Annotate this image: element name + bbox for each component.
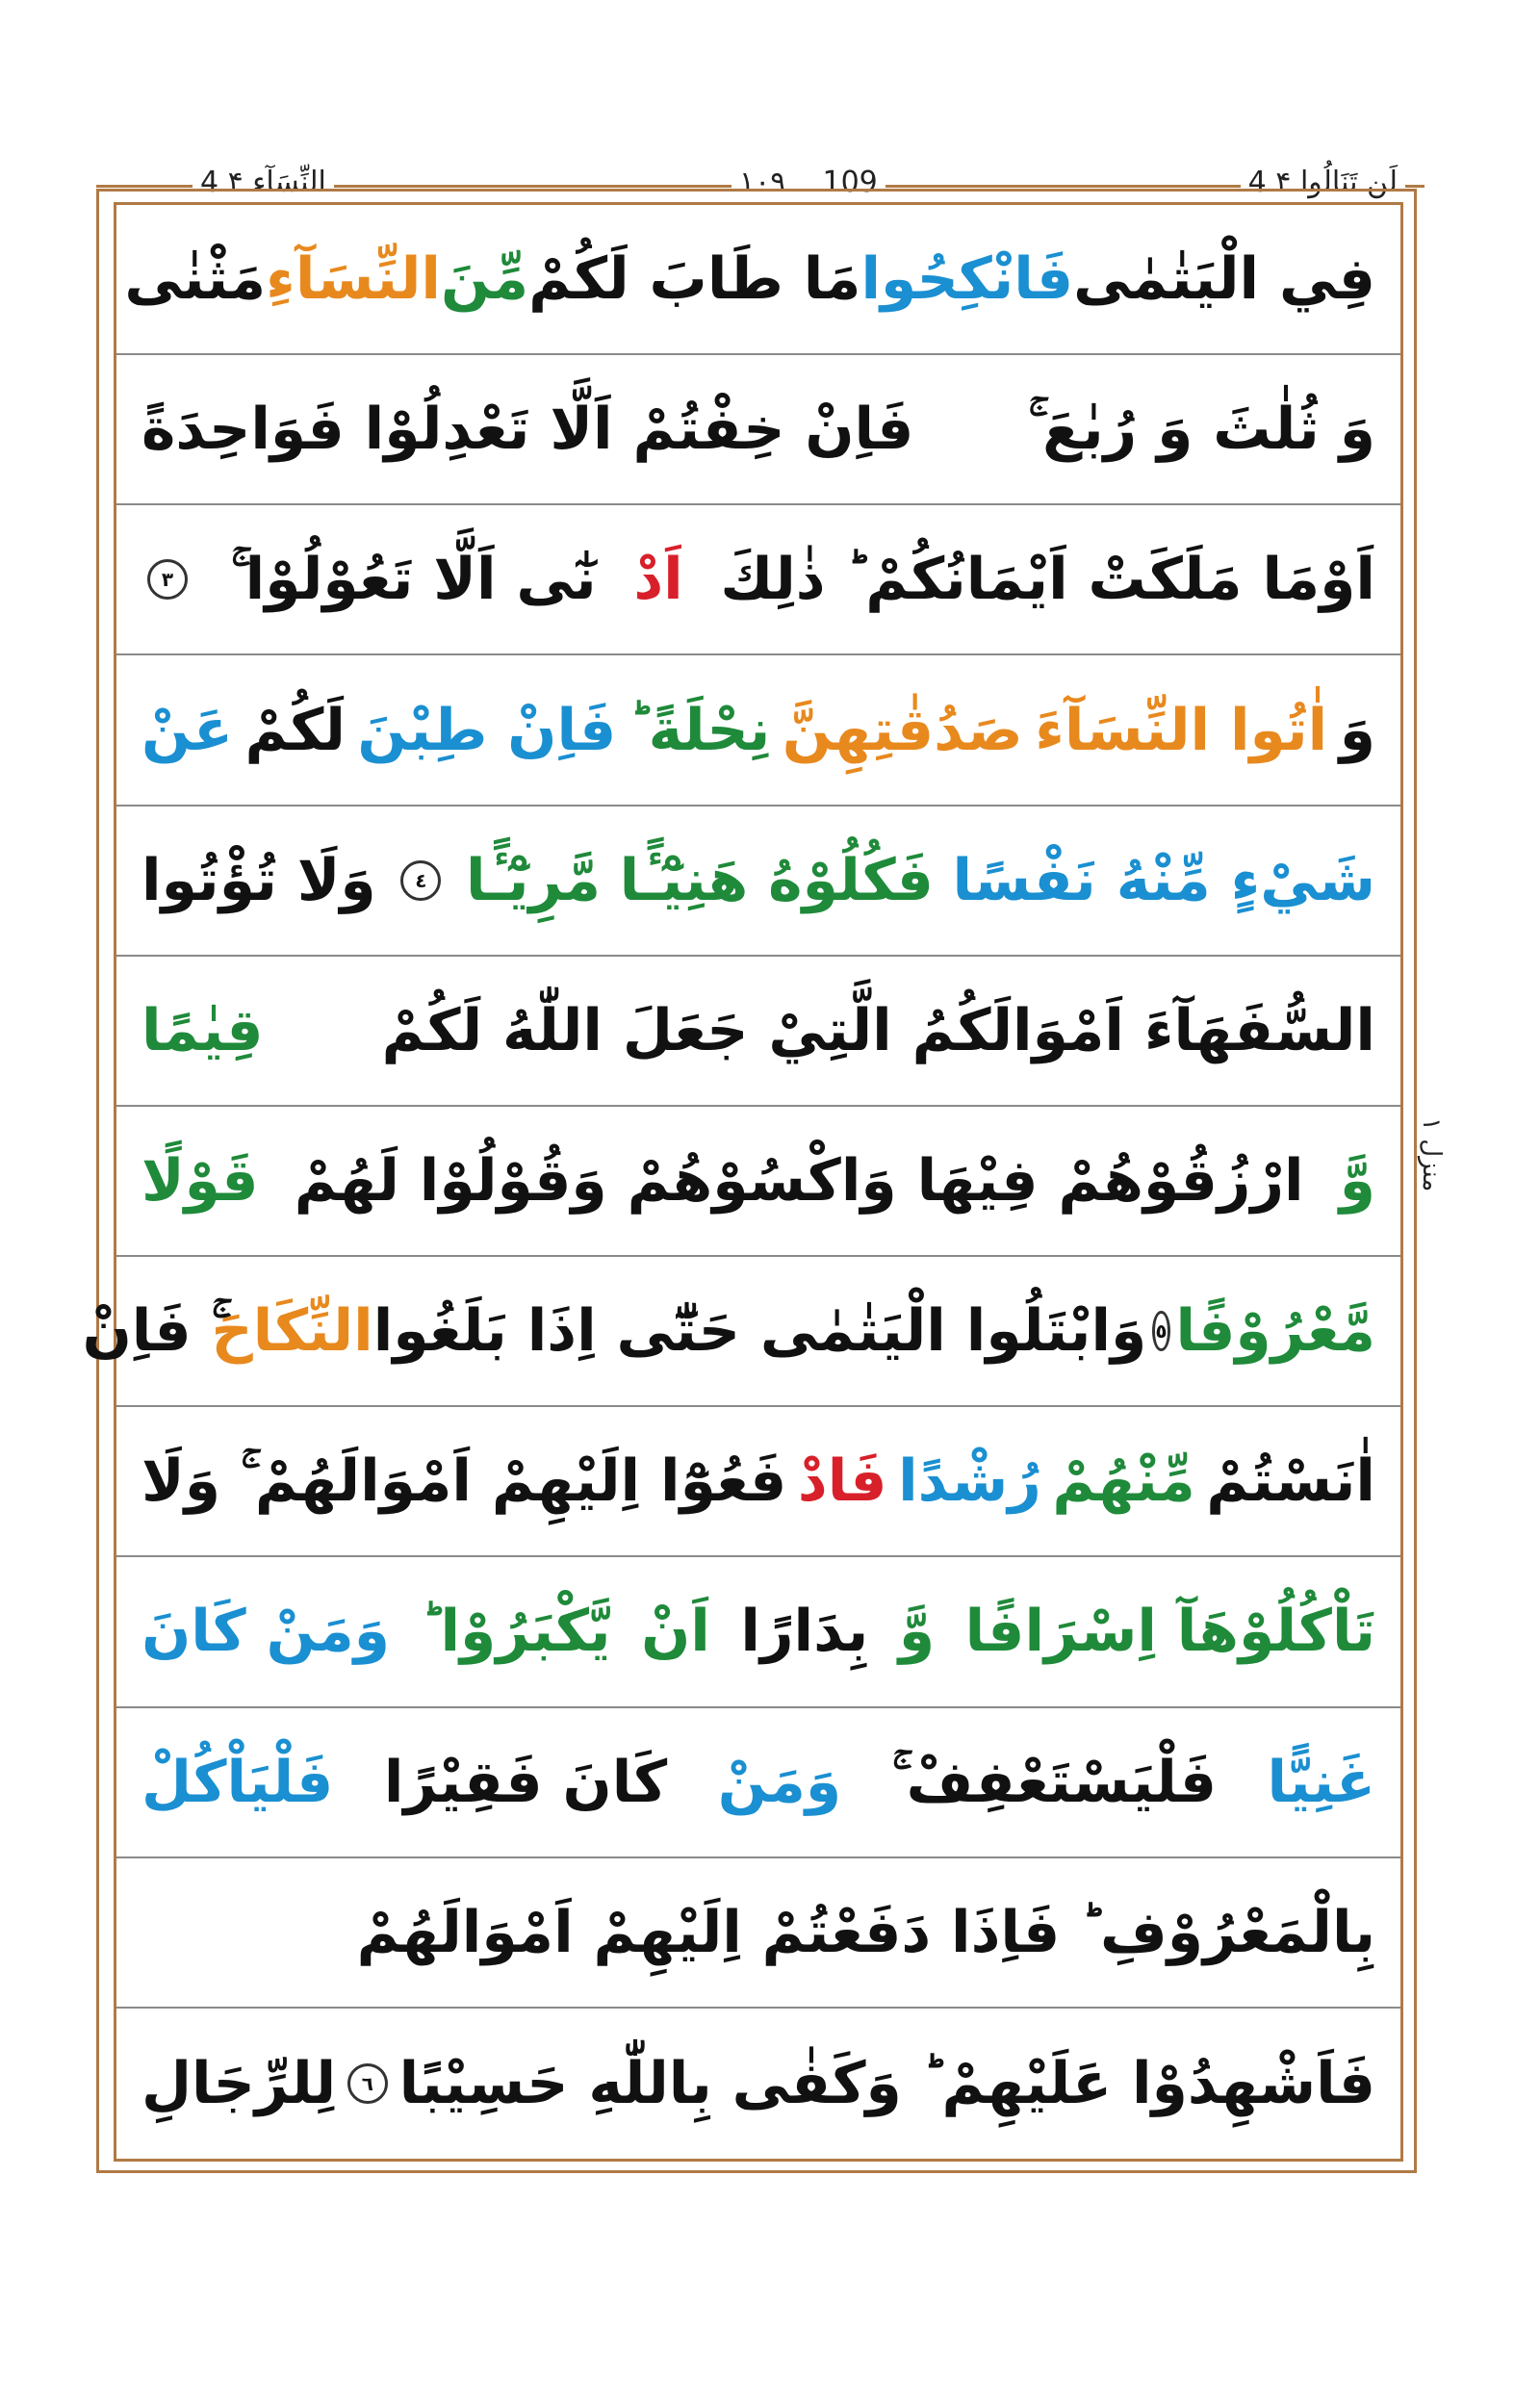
- text-segment: وَابْتَلُوا الْيَتٰمٰى حَتّٰٓى اِذَا بَلَغُوا: [372, 1297, 1147, 1366]
- text-segment: نِحْلَةً ؕ: [628, 696, 771, 764]
- text-segment: شَيْءٍ مِّنْهُ نَفْسًا: [952, 846, 1375, 914]
- text-line: [116, 2009, 1400, 2159]
- text-segment: وَ: [1339, 696, 1375, 764]
- text-segment: نٰٓى اَلَّا تَعُوْلُوْا ۚ: [230, 546, 597, 614]
- text-line: [116, 957, 1400, 1107]
- text-segment: وَّ: [1339, 1146, 1375, 1215]
- text-segment: قَوْلًا: [141, 1146, 259, 1215]
- juz-name: لَن تَنَالُوا ۴: [1275, 166, 1398, 199]
- manzil-marker: منزل ١: [1417, 1117, 1446, 1192]
- text-line: [116, 1858, 1400, 2009]
- text-line: [116, 1407, 1400, 1557]
- text-segment: فَانْكِحُوا: [860, 245, 1074, 314]
- text-segment: فَعُوْٓا اِلَيْهِمْ اَمْوَالَهُمْ ۚ وَلَا: [141, 1447, 787, 1516]
- text-segment: عَنْ: [141, 696, 233, 764]
- text-line: [116, 1557, 1400, 1707]
- text-segment: ارْزُقُوْهُمْ فِيْهَا وَاكْسُوْهُمْ وَقُوْلُوْا لَهُمْ: [294, 1146, 1304, 1215]
- ayah-number-marker: ٣: [147, 559, 188, 600]
- text-line: [116, 806, 1400, 957]
- surah-number: 4: [200, 166, 219, 199]
- text-segment: مَثْنٰى: [124, 245, 267, 314]
- text-segment: مَّرِيْٓـًٔا: [465, 846, 602, 914]
- text-segment: بِالْمَعْرُوْفِ ؕ فَاِذَا دَفَعْتُمْ اِلَيْهِمْ اَمْوَالَهُمْ: [356, 1898, 1375, 1966]
- text-segment: فَلْيَاْكُلْ: [141, 1748, 334, 1816]
- text-segment: اٰتُوا النِّسَآءَ: [1035, 696, 1328, 764]
- text-segment: اَدْ: [633, 546, 683, 614]
- text-line: [116, 355, 1400, 505]
- text-segment: يَّكْبَرُوْا ؕ: [420, 1598, 611, 1666]
- text-segment: وَمَنْ: [717, 1748, 842, 1816]
- text-line: [116, 655, 1400, 806]
- text-segment: لَكُمْ: [244, 696, 346, 764]
- page-number: 109: [822, 166, 878, 199]
- text-segment: وَلَا تُؤْتُوا: [141, 846, 376, 914]
- text-segment: بِدَارًا: [740, 1598, 869, 1666]
- text-segment: فَلْيَسْتَعْفِفْ ۚ: [891, 1748, 1217, 1816]
- ayah-number-marker: ٦: [347, 2063, 388, 2104]
- text-segment: فَكُلُوْهُ هَنِيْٓـًٔا: [619, 846, 934, 914]
- text-segment: النِّكَاحَ: [211, 1297, 373, 1366]
- text-segment: فَاِنْ طِبْنَ: [357, 696, 617, 764]
- text-lines: [82, 205, 1400, 2159]
- text-segment: غَنِيًّا: [1267, 1748, 1375, 1816]
- text-line: [116, 1107, 1400, 1257]
- text-line: [116, 505, 1400, 655]
- text-line: [116, 205, 1400, 355]
- text-segment: وَّ: [898, 1598, 936, 1666]
- text-segment: وَمَنْ كَانَ: [141, 1598, 391, 1666]
- text-segment: مِّنْهُمْ: [1052, 1447, 1195, 1516]
- text-segment: رُشْدًا: [898, 1447, 1041, 1516]
- ayah-number-marker: ٤: [400, 860, 441, 901]
- text-segment: اَوْمَا مَلَكَتْ اَيْمَانُكُمْ ؕ ذٰلِكَ: [720, 546, 1375, 614]
- text-segment: مِّنَ: [441, 245, 529, 314]
- text-segment: مَا طَابَ لَكُمْ: [528, 245, 861, 314]
- text-segment: صَدُقٰتِهِنَّ: [782, 696, 1023, 764]
- text-segment: تَاْكُلُوْهَآ اِسْرَافًا: [964, 1598, 1375, 1666]
- text-segment: السُّفَهَآءَ اَمْوَالَكُمُ الَّتِيْ جَعَلَ اللّٰهُ لَكُمْ: [381, 996, 1375, 1064]
- text-segment: وَ ثُلٰثَ وَ رُبٰعَ ۚ: [1028, 396, 1375, 464]
- text-segment: اَنْ: [641, 1598, 710, 1666]
- text-segment: فَاَشْهِدُوْا عَلَيْهِمْ ؕ وَكَفٰى بِاللّٰهِ حَسِيْبًا: [398, 2049, 1375, 2117]
- text-line: [116, 1708, 1400, 1858]
- text-segment: فَاِنْ خِفْتُمْ اَلَّا تَعْدِلُوْا فَوَاحِدَةً: [141, 396, 914, 464]
- ayah-number-marker: ٥: [1152, 1311, 1169, 1351]
- text-segment: فَادْ: [797, 1447, 887, 1516]
- text-segment: ۚ فَاِنْ: [82, 1297, 212, 1366]
- juz-number: 4: [1247, 166, 1267, 199]
- surah-name: النِّسَآء ۴: [227, 166, 326, 199]
- text-segment: اٰنَسْتُمْ: [1206, 1447, 1375, 1516]
- text-segment: فِي الْيَتٰمٰى: [1073, 245, 1375, 314]
- text-segment: مَّعْرُوْفًا: [1175, 1297, 1375, 1366]
- page-number-arabic: ١٠٩: [739, 166, 786, 199]
- text-segment: لِلرِّجَالِ: [141, 2049, 337, 2117]
- text-segment: كَانَ فَقِيْرًا: [383, 1748, 668, 1816]
- text-segment: النِّسَآءِ: [266, 245, 442, 314]
- text-line: [82, 1257, 1400, 1407]
- text-segment: قِيٰمًا: [141, 996, 264, 1064]
